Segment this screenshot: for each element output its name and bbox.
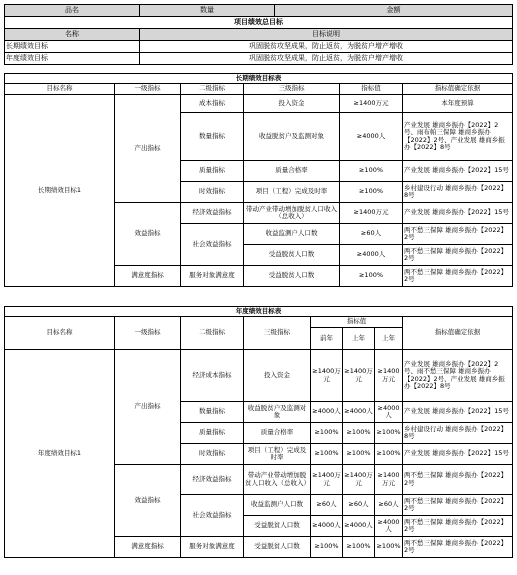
long-col-target: 目标名称 [5, 84, 115, 95]
annual-l2: 数量指标 [181, 402, 244, 423]
annual-v3: ≥100% [375, 423, 403, 444]
annual-basis: 产业发展 雄商乡振办【2022】15号 [403, 444, 513, 465]
annual-l2: 社会效益指标 [181, 495, 244, 537]
annual-l2: 时效指标 [181, 444, 244, 465]
annual-col-l1: 一级指标 [115, 317, 181, 350]
annual-l3: 投入资金 [244, 350, 311, 402]
long-target-name: 长期绩效目标1 [5, 95, 115, 287]
summary-table [4, 4, 513, 65]
annual-l3: 受益脱贫人口数 [244, 516, 311, 537]
annual-v1: ≥1400万元 [311, 350, 343, 402]
annual-sub-1: 前年 [311, 328, 343, 350]
long-col-l1: 一级指标 [115, 84, 181, 95]
annual-v2: ≥4000人 [343, 516, 375, 537]
annual-v2: ≥4000人 [343, 402, 375, 423]
annual-v2: ≥60人 [343, 495, 375, 516]
annual-l3: 受益脱贫人口数 [244, 537, 311, 558]
annual-goal-desc: 巩固脱贫攻坚成果，防止返贫，为脱贫户增产增收 [140, 53, 513, 65]
annual-v3: ≥1400万元 [375, 350, 403, 402]
annual-v3: ≥100% [375, 537, 403, 558]
annual-basis: 产业发展 雄商乡振办【2022】2号、雨不愁三保障 雄商乡振办【2022】2号、产业发展 雄商乡振办【2022】8号 [403, 350, 513, 402]
annual-v2: ≥1400万元 [343, 465, 375, 495]
long-l3: 受益脱贫人口数 [244, 266, 340, 287]
annual-l1-benefit: 效益指标 [115, 465, 181, 537]
header-quantity: 数量 [140, 5, 275, 17]
annual-l3: 收益监测户人口数 [244, 495, 311, 516]
long-goal-name: 长期绩效目标 [5, 41, 140, 53]
annual-l3: 带动产业带动增加脱贫人口收入（总收入） [244, 465, 311, 495]
annual-basis: 两不愁三保障 雄商乡振办【2022】2号 [403, 516, 513, 537]
annual-sub-3: 上年 [375, 328, 403, 350]
long-basis: 产业发展 雄商乡振办【2022】15号 [403, 161, 513, 182]
annual-l3: 收益脱贫户及监测对象 [244, 402, 311, 423]
long-l3: 收益监测户人口数 [244, 224, 340, 245]
annual-l3: 质量合格率 [244, 423, 311, 444]
long-l2: 服务对象满意度 [181, 266, 244, 287]
annual-l2: 经济成本指标 [181, 350, 244, 402]
annual-col-value: 指标值 [311, 317, 403, 328]
annual-table-title: 年度绩效目标表 [5, 307, 513, 317]
long-goal-desc: 巩固脱贫攻坚成果，防止返贫，为脱贫户增产增收 [140, 41, 513, 53]
name-label: 名称 [5, 29, 140, 41]
annual-v1: ≥4000人 [311, 402, 343, 423]
long-value: ≥60人 [340, 224, 403, 245]
annual-basis: 两不愁三保障 雄商乡振办【2022】2号 [403, 537, 513, 558]
long-col-l2: 二级指标 [181, 84, 244, 95]
long-value: ≥4000人 [340, 245, 403, 266]
long-basis: 两不愁三保障 雄商乡振办【2022】2号 [403, 245, 513, 266]
annual-v1: ≥100% [311, 444, 343, 465]
long-basis: 产业发展 雄商乡振办【2022】2号、雨布帕三保障 雄商乡振办【2022】2号、产业发展 雄商乡振办【2022】8号 [403, 113, 513, 161]
long-col-l3: 三级指标 [244, 84, 340, 95]
annual-sub-2: 上年 [343, 328, 375, 350]
annual-v2: ≥1400万元 [343, 350, 375, 402]
long-l3: 项目（工程）完成及时率 [244, 182, 340, 203]
annual-v3: ≥4000人 [375, 402, 403, 423]
annual-v2: ≥100% [343, 537, 375, 558]
long-l1-satisfaction: 满意度指标 [115, 266, 181, 287]
long-l3: 质量合格率 [244, 161, 340, 182]
header-item-name: 品名 [5, 5, 140, 17]
long-l2: 数量指标 [181, 113, 244, 161]
long-value: ≥100% [340, 161, 403, 182]
annual-v2: ≥100% [343, 423, 375, 444]
annual-table [4, 306, 513, 558]
long-value: ≥1400万元 [340, 95, 403, 113]
long-basis: 乡村建设行动 雄商乡振办【2022】8号 [403, 182, 513, 203]
long-table-title: 长期绩效目标表 [5, 74, 513, 84]
annual-v3: ≥100% [375, 444, 403, 465]
annual-basis: 两不愁三保障 雄商乡振办【2022】2号 [403, 465, 513, 495]
annual-l2: 服务对象满意度 [181, 537, 244, 558]
long-l3: 投入资金 [244, 95, 340, 113]
long-l3: 收益脱贫户及监测对象 [244, 113, 340, 161]
long-l2: 社会效益指标 [181, 224, 244, 266]
annual-basis: 乡村建设行动 雄商乡振办【2022】8号 [403, 423, 513, 444]
overall-title: 项目绩效总目标 [5, 17, 513, 29]
long-basis: 两不愁三保障 雄商乡振办【2022】2号 [403, 266, 513, 287]
annual-col-basis: 指标值确定依据 [403, 317, 513, 350]
annual-col-l2: 二级指标 [181, 317, 244, 350]
long-l1-benefit: 效益指标 [115, 203, 181, 266]
long-value: ≥4000人 [340, 113, 403, 161]
long-l2: 成本指标 [181, 95, 244, 113]
annual-v1: ≥1400万元 [311, 465, 343, 495]
long-l2: 经济效益指标 [181, 203, 244, 224]
annual-v3: ≥4000人 [375, 516, 403, 537]
long-value: ≥100% [340, 266, 403, 287]
annual-v1: ≥100% [311, 537, 343, 558]
annual-v1: ≥4000人 [311, 516, 343, 537]
long-col-value: 指标值 [340, 84, 403, 95]
long-l2: 质量指标 [181, 161, 244, 182]
annual-v2: ≥100% [343, 444, 375, 465]
annual-col-l3: 三级指标 [244, 317, 311, 350]
annual-l1-output: 产出指标 [115, 350, 181, 465]
annual-v1: ≥60人 [311, 495, 343, 516]
long-l2: 时效指标 [181, 182, 244, 203]
long-value: ≥100% [340, 182, 403, 203]
long-basis: 两不愁三保障 雄商乡振办【2022】2号 [403, 224, 513, 245]
annual-v1: ≥100% [311, 423, 343, 444]
annual-basis: 产业发展 雄商乡振办【2022】15号 [403, 402, 513, 423]
long-basis: 产业发展 雄商乡振办【2022】15号 [403, 203, 513, 224]
header-amount: 金额 [275, 5, 513, 17]
annual-v3: ≥60人 [375, 495, 403, 516]
long-l3: 受益脱贫人口数 [244, 245, 340, 266]
annual-goal-name: 年度绩效目标 [5, 53, 140, 65]
long-l3: 带动产业带动增加脱贫人口收入（总收入） [244, 203, 340, 224]
annual-l3: 项目（工程）完成及时率 [244, 444, 311, 465]
long-value: ≥1400万元 [340, 203, 403, 224]
annual-l2: 质量指标 [181, 423, 244, 444]
long-basis: 本年度预算 [403, 95, 513, 113]
long-l1-output: 产出指标 [115, 95, 181, 203]
annual-l1-satisfaction: 满意度指标 [115, 537, 181, 558]
annual-v3: ≥1400万元 [375, 465, 403, 495]
long-term-table [4, 73, 513, 287]
annual-target-name: 年度绩效目标1 [5, 350, 115, 558]
desc-label: 目标说明 [140, 29, 513, 41]
annual-basis: 两不愁三保障 雄商乡振办【2022】2号 [403, 495, 513, 516]
annual-col-target: 目标名称 [5, 317, 115, 350]
annual-l2: 经济效益指标 [181, 465, 244, 495]
long-col-basis: 指标值确定依据 [403, 84, 513, 95]
